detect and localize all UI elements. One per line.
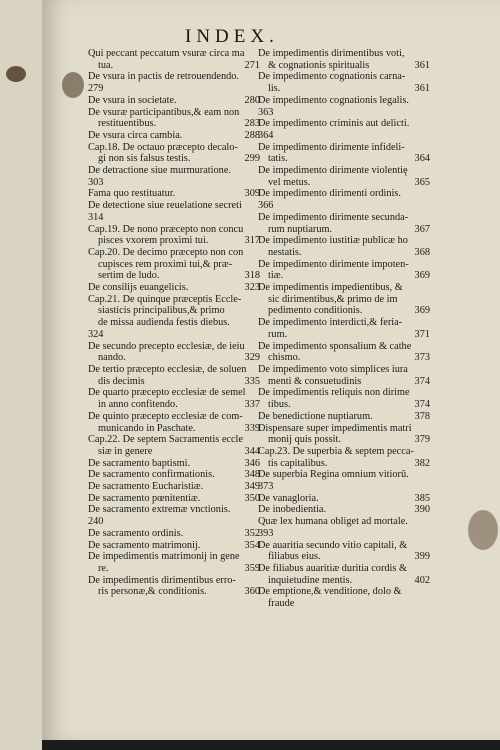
index-entry bbox=[88, 153, 260, 165]
index-entry bbox=[88, 528, 260, 540]
index-entry bbox=[258, 563, 430, 575]
page-number: 399 bbox=[414, 551, 430, 563]
index-entry bbox=[258, 376, 430, 388]
index-entry bbox=[258, 387, 430, 399]
entry-text: vel metus. bbox=[268, 176, 311, 188]
index-entry bbox=[88, 563, 260, 575]
index-entry bbox=[88, 83, 260, 95]
index-entry bbox=[88, 118, 260, 130]
index-entry bbox=[258, 142, 430, 154]
index-entry bbox=[258, 411, 430, 423]
index-entry bbox=[88, 423, 260, 435]
page-number: 346 bbox=[244, 457, 260, 469]
index-entry bbox=[258, 516, 430, 528]
page-title: INDEX. bbox=[185, 26, 279, 47]
index-entry bbox=[88, 411, 260, 423]
index-entry bbox=[88, 259, 260, 271]
entry-text: monij quis possit. bbox=[268, 434, 341, 446]
entry-text: 363 bbox=[258, 106, 274, 118]
index-entry bbox=[258, 83, 430, 95]
entry-text: & cognationis spiritualis bbox=[268, 59, 370, 71]
page-number: 349 bbox=[244, 481, 260, 493]
page-number: 352 bbox=[244, 527, 260, 539]
index-entry bbox=[88, 387, 260, 399]
entry-text: Quæ lex humana obliget ad mortale. bbox=[258, 516, 408, 528]
entry-text: De impedimento cognationis legalis. bbox=[258, 94, 409, 106]
index-entry bbox=[88, 329, 260, 341]
entry-text: De quarto præcepto ecclesiæ de semel bbox=[88, 387, 246, 399]
entry-text: De sacramento pœnitentiæ. bbox=[88, 492, 201, 504]
index-entry bbox=[88, 270, 260, 282]
entry-text: re. bbox=[98, 562, 109, 574]
entry-text: in anno confitendo. bbox=[98, 399, 178, 411]
index-entry bbox=[88, 130, 260, 142]
entry-text: De superbia Regina omnium vitiorū. bbox=[258, 469, 409, 481]
ink-stain bbox=[6, 66, 26, 82]
entry-text: tatis. bbox=[268, 153, 288, 165]
page-number: 369 bbox=[414, 305, 430, 317]
entry-text: dis decimis bbox=[98, 375, 145, 387]
entry-text: cupisces rem proximi tui,& præ- bbox=[98, 258, 233, 270]
entry-text: 279 bbox=[88, 83, 104, 95]
page-number: 361 bbox=[414, 59, 430, 71]
index-entry bbox=[258, 165, 430, 177]
index-entry bbox=[258, 551, 430, 563]
index-entry bbox=[258, 60, 430, 72]
entry-text: De impedimento voto simplices iura bbox=[258, 363, 408, 375]
index-entry bbox=[258, 95, 430, 107]
index-entry bbox=[88, 107, 260, 119]
entry-text: De secundo precepto ecclesiæ, de ieiu bbox=[88, 340, 245, 352]
entry-text: De impedimento cognationis carna- bbox=[258, 71, 406, 83]
index-entry bbox=[258, 575, 430, 587]
page-number: 299 bbox=[244, 153, 260, 165]
entry-text: rum. bbox=[268, 328, 288, 340]
index-entry bbox=[258, 586, 430, 598]
ink-stain bbox=[468, 510, 498, 550]
index-entry bbox=[258, 153, 430, 165]
index-entry bbox=[88, 188, 260, 200]
index-entry bbox=[258, 130, 430, 142]
entry-text: chismo. bbox=[268, 352, 301, 364]
page-number: 382 bbox=[414, 457, 430, 469]
page-number: 323 bbox=[244, 282, 260, 294]
entry-text: 240 bbox=[88, 516, 104, 528]
page-number: 309 bbox=[244, 188, 260, 200]
entry-text: De impedimento criminis aut delicti. bbox=[258, 118, 410, 130]
page-number: 317 bbox=[244, 235, 260, 247]
entry-text: De impedimento dirimente violentię bbox=[258, 165, 408, 177]
index-entry bbox=[88, 458, 260, 470]
entry-text: siæ in genere bbox=[98, 445, 153, 457]
entry-text: rum nuptiarum. bbox=[268, 223, 333, 235]
entry-text: tiæ. bbox=[268, 270, 284, 282]
index-entry bbox=[258, 504, 430, 516]
index-entry bbox=[258, 540, 430, 552]
index-entry bbox=[88, 364, 260, 376]
page-number: 318 bbox=[244, 270, 260, 282]
index-entry bbox=[88, 469, 260, 481]
index-column-right bbox=[258, 48, 430, 610]
page-number: 367 bbox=[414, 223, 430, 235]
index-entry bbox=[258, 212, 430, 224]
index-entry bbox=[88, 317, 260, 329]
entry-text: De impedimentis impedientibus, & bbox=[258, 282, 403, 294]
page-number: 359 bbox=[244, 562, 260, 574]
entry-text: De impedimentis matrimonij in gene bbox=[88, 551, 240, 563]
index-entry bbox=[88, 282, 260, 294]
index-entry bbox=[88, 212, 260, 224]
entry-text: Qui peccant peccatum vsuræ circa ma bbox=[88, 48, 245, 59]
index-entry bbox=[88, 294, 260, 306]
index-entry bbox=[258, 107, 430, 119]
index-entry bbox=[88, 504, 260, 516]
index-entry bbox=[258, 200, 430, 212]
entry-text: menti & consuetudinis bbox=[268, 375, 362, 387]
entry-text: De sacramento baptismi. bbox=[88, 457, 191, 469]
entry-text: Cap.23. De superbia & septem pecca- bbox=[258, 445, 414, 457]
index-column-left bbox=[88, 48, 260, 598]
index-entry bbox=[258, 434, 430, 446]
index-entry bbox=[258, 224, 430, 236]
page-number: 374 bbox=[414, 399, 430, 411]
index-entry bbox=[88, 95, 260, 107]
entry-text: De impedimentis reliquis non dirime bbox=[258, 387, 410, 399]
index-entry bbox=[88, 142, 260, 154]
index-entry bbox=[88, 399, 260, 411]
entry-text: De impedimento interdicti,& feria- bbox=[258, 317, 403, 329]
entry-text: Dispensare super impedimentis matri bbox=[258, 422, 412, 434]
index-entry bbox=[88, 341, 260, 353]
entry-text: De quinto præcepto ecclesiæ de com- bbox=[88, 410, 243, 422]
entry-text: tibus. bbox=[268, 399, 291, 411]
index-entry bbox=[258, 48, 430, 60]
index-entry bbox=[88, 235, 260, 247]
entry-text: pedimento conditionis. bbox=[268, 305, 363, 317]
entry-text: De sacramento confirmationis. bbox=[88, 469, 215, 481]
index-entry bbox=[258, 118, 430, 130]
entry-text: De inobedientia. bbox=[258, 504, 327, 516]
entry-text: sic dirimentibus,& primo de im bbox=[268, 293, 398, 305]
index-entry bbox=[88, 540, 260, 552]
index-entry bbox=[258, 329, 430, 341]
index-entry bbox=[88, 575, 260, 587]
page-number: 354 bbox=[244, 539, 260, 551]
index-entry bbox=[88, 60, 260, 72]
page-number: 339 bbox=[244, 422, 260, 434]
entry-text: De impedimento dirimenti ordinis. bbox=[258, 188, 401, 200]
page-number: 344 bbox=[244, 445, 260, 457]
entry-text: inquietudine mentis. bbox=[268, 574, 353, 586]
entry-text: De tertio præcepto ecclesiæ, de soluen bbox=[88, 363, 247, 375]
index-entry bbox=[258, 270, 430, 282]
entry-text: De impedimentis dirimentibus erro- bbox=[88, 574, 236, 586]
index-entry bbox=[258, 235, 430, 247]
entry-text: De sacramento matrimonij. bbox=[88, 539, 201, 551]
page-number: 360 bbox=[244, 586, 260, 598]
entry-text: De sacramento Eucharistiæ. bbox=[88, 481, 204, 493]
entry-text: siasticis principalibus,& primo bbox=[98, 305, 225, 317]
page-number: 379 bbox=[414, 434, 430, 446]
index-entry bbox=[88, 48, 260, 60]
index-entry bbox=[258, 352, 430, 364]
page-number: 271 bbox=[244, 59, 260, 71]
entry-text: 366 bbox=[258, 200, 274, 212]
entry-text: De filiabus auaritiæ duritia cordis & bbox=[258, 562, 407, 574]
facing-page-edge bbox=[0, 0, 42, 750]
page-number: 385 bbox=[414, 492, 430, 504]
page-number: 378 bbox=[414, 410, 430, 422]
index-entry bbox=[88, 481, 260, 493]
entry-text: De vsura in societate. bbox=[88, 94, 177, 106]
index-entry bbox=[88, 376, 260, 388]
entry-text: municando in Paschate. bbox=[98, 422, 196, 434]
index-entry bbox=[88, 247, 260, 259]
entry-text: Fama quo restituatur. bbox=[88, 188, 176, 200]
entry-text: De impedimento dirimente secunda- bbox=[258, 211, 409, 223]
page-number: 283 bbox=[244, 118, 260, 130]
index-entry bbox=[88, 551, 260, 563]
index-entry bbox=[258, 364, 430, 376]
entry-text: 314 bbox=[88, 211, 104, 223]
index-entry bbox=[258, 598, 430, 610]
page-number: 371 bbox=[414, 328, 430, 340]
entry-text: De impedimento sponsalium & cathe bbox=[258, 340, 412, 352]
index-entry bbox=[258, 528, 430, 540]
index-entry bbox=[258, 317, 430, 329]
entry-text: sertim de ludo. bbox=[98, 270, 160, 282]
page-number: 329 bbox=[244, 352, 260, 364]
page-number: 350 bbox=[244, 492, 260, 504]
entry-text: restituentibus. bbox=[98, 118, 157, 130]
index-entry bbox=[258, 469, 430, 481]
entry-text: filiabus eius. bbox=[268, 551, 321, 563]
index-entry bbox=[88, 177, 260, 189]
index-entry bbox=[88, 305, 260, 317]
index-entry bbox=[88, 200, 260, 212]
index-entry bbox=[88, 516, 260, 528]
entry-text: De sacramento ordinis. bbox=[88, 527, 184, 539]
entry-text: 364 bbox=[258, 129, 274, 141]
index-entry bbox=[258, 493, 430, 505]
page-number: 288 bbox=[244, 129, 260, 141]
page-number: 364 bbox=[414, 153, 430, 165]
entry-text: tis capitalibus. bbox=[268, 457, 328, 469]
entry-text: Cap.19. De nono præcepto non concu bbox=[88, 223, 244, 235]
entry-text: 373 bbox=[258, 481, 274, 493]
entry-text: De sacramento extremæ vnctionis. bbox=[88, 504, 231, 516]
index-entry bbox=[258, 177, 430, 189]
page-number: 373 bbox=[414, 352, 430, 364]
index-entry bbox=[88, 434, 260, 446]
index-entry bbox=[258, 458, 430, 470]
entry-text: nando. bbox=[98, 352, 126, 364]
index-entry bbox=[258, 71, 430, 83]
entry-text: pisces vxorem proximi tui. bbox=[98, 235, 209, 247]
entry-text: Cap.21. De quinque præceptis Eccle- bbox=[88, 293, 242, 305]
index-entry bbox=[258, 188, 430, 200]
page-number: 348 bbox=[244, 469, 260, 481]
index-entry bbox=[258, 423, 430, 435]
page-number: 368 bbox=[414, 246, 430, 258]
index-entry bbox=[88, 446, 260, 458]
entry-text: fraude bbox=[268, 598, 295, 610]
index-entry bbox=[258, 305, 430, 317]
entry-text: De benedictione nuptiarum. bbox=[258, 410, 373, 422]
index-entry bbox=[258, 446, 430, 458]
entry-text: De impedimentis dirimentibus voti, bbox=[258, 48, 405, 59]
entry-text: lis. bbox=[268, 83, 281, 95]
ink-stain bbox=[62, 72, 84, 98]
index-entry bbox=[88, 224, 260, 236]
entry-text: Cap.22. De septem Sacramentis eccle bbox=[88, 434, 243, 446]
entry-text: De vsura in pactis de retrouendendo. bbox=[88, 71, 239, 83]
index-entry bbox=[88, 493, 260, 505]
page-number: 402 bbox=[414, 574, 430, 586]
entry-text: ris personæ,& conditionis. bbox=[98, 586, 207, 598]
page-number: 280 bbox=[244, 94, 260, 106]
index-entry bbox=[88, 352, 260, 364]
index-entry bbox=[258, 341, 430, 353]
index-entry bbox=[258, 294, 430, 306]
page-number: 390 bbox=[414, 504, 430, 516]
entry-text: 324 bbox=[88, 328, 104, 340]
entry-text: De vsuræ participantibus,& eam non bbox=[88, 106, 240, 118]
index-entry bbox=[258, 282, 430, 294]
index-entry bbox=[88, 586, 260, 598]
page-number: 374 bbox=[414, 375, 430, 387]
index-entry bbox=[258, 399, 430, 411]
entry-text: gi non sis falsus testis. bbox=[98, 153, 191, 165]
index-entry bbox=[258, 259, 430, 271]
entry-text: De impedimento iustitiæ publicæ ho bbox=[258, 235, 408, 247]
entry-text: De impedimento dirimente infideli- bbox=[258, 141, 405, 153]
page-number: 369 bbox=[414, 270, 430, 282]
entry-text: De consilijs euangelicis. bbox=[88, 282, 189, 294]
entry-text: tua. bbox=[98, 59, 114, 71]
entry-text: nestatis. bbox=[268, 246, 302, 258]
entry-text: De emptione,& venditione, dolo & bbox=[258, 586, 402, 598]
page-number: 337 bbox=[244, 399, 260, 411]
entry-text: De detractione siue murmuratione. bbox=[88, 165, 231, 177]
page-number: 335 bbox=[244, 375, 260, 387]
index-entry bbox=[258, 247, 430, 259]
entry-text: De detectione siue reuelatione secreti bbox=[88, 200, 242, 212]
entry-text: 303 bbox=[88, 176, 104, 188]
entry-text: Cap.20. De decimo præcepto non con bbox=[88, 246, 244, 258]
entry-text: De auaritia secundo vitio capitali, & bbox=[258, 539, 408, 551]
index-entry bbox=[88, 71, 260, 83]
page-number: 361 bbox=[414, 83, 430, 95]
page-number: 365 bbox=[414, 176, 430, 188]
entry-text: De vsura circa cambia. bbox=[88, 129, 183, 141]
entry-text: De vanagloria. bbox=[258, 492, 319, 504]
entry-text: de missa audienda festis diebus. bbox=[98, 317, 230, 329]
index-entry bbox=[88, 165, 260, 177]
entry-text: 393 bbox=[258, 527, 274, 539]
entry-text: De impedimento dirimente impoten- bbox=[258, 258, 409, 270]
index-entry bbox=[258, 481, 430, 493]
entry-text: Cap.18. De octauo præcepto decalo- bbox=[88, 141, 238, 153]
